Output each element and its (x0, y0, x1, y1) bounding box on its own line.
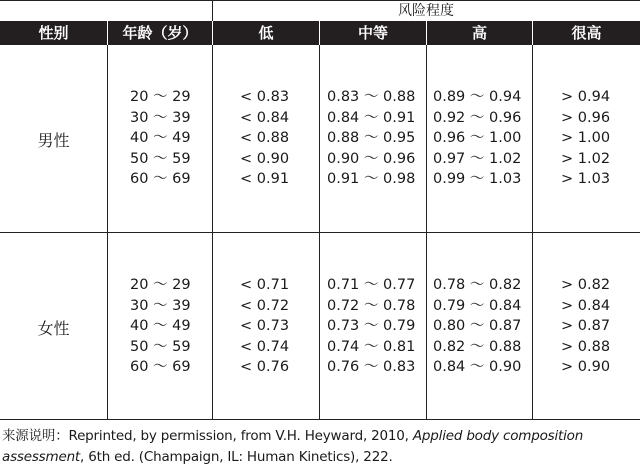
table-cell: < 0.91 (240, 171, 290, 187)
table-cell: 0.89 ～ 0.94 (433, 89, 522, 105)
table-cell: 0.82 ～ 0.88 (433, 338, 522, 355)
table-cell: 0.83 ～ 0.88 (327, 89, 416, 105)
table-cell: 0.80 ～ 0.87 (433, 318, 522, 334)
moderate-column-female (327, 275, 415, 378)
table-cell: 20 ～ 29 (130, 277, 191, 293)
table-cell: 40 ～ 49 (130, 318, 191, 334)
table-cell: 50 ～ 59 (130, 150, 191, 167)
table-cell: > 1.03 (561, 171, 611, 187)
header-low: 低 (258, 24, 274, 42)
table-cell: > 0.90 (561, 359, 611, 375)
gender-female: 女性 (37, 319, 70, 338)
source-note (2, 426, 638, 468)
table-cell: > 0.82 (561, 277, 611, 293)
table-cell: > 1.00 (561, 130, 611, 146)
header-divider (319, 21, 320, 45)
age-column-female (130, 275, 191, 378)
table-cell: > 0.88 (561, 338, 611, 355)
high-column-male (433, 87, 521, 190)
table-cell: 0.91 ～ 0.98 (327, 171, 416, 187)
table-cell: 0.76 ～ 0.83 (327, 359, 416, 375)
header-divider (107, 21, 108, 45)
table-cell: 0.84 ～ 0.91 (327, 109, 416, 126)
table-cell: 30 ～ 39 (130, 297, 191, 314)
table-cell: 60 ～ 69 (130, 359, 191, 375)
table-cell: < 0.83 (240, 89, 290, 105)
source-note-text: Reprinted, by permission, from V.H. Heyward, 2010, (68, 428, 413, 444)
table-cell: < 0.73 (240, 318, 290, 334)
table-cell: 0.88 ～ 0.95 (327, 130, 416, 146)
header-divider (426, 21, 427, 45)
header-very-high: 很高 (571, 24, 602, 42)
table-cell: > 0.94 (561, 89, 611, 105)
moderate-column-male (327, 87, 415, 190)
table-cell: > 0.87 (561, 318, 611, 334)
table-cell: > 1.02 (561, 150, 611, 167)
table-cell: < 0.76 (240, 359, 290, 375)
header-moderate: 中等 (357, 24, 388, 42)
source-note-suffix: , 6th ed. (Champaign, IL: Human Kinetics), 222. (80, 449, 393, 465)
table-cell: 0.97 ～ 1.02 (433, 150, 522, 167)
table-cell: < 0.71 (240, 277, 290, 293)
header-divider (532, 21, 533, 45)
header-age: 年龄（岁） (122, 24, 198, 42)
very-high-column-female (561, 275, 610, 378)
table-cell: 0.84 ～ 0.90 (433, 359, 522, 375)
table-cell: 0.78 ～ 0.82 (433, 277, 522, 293)
source-note-prefix: 来源说明： (2, 428, 69, 444)
age-column-male (130, 87, 191, 190)
very-high-column-male (561, 87, 610, 190)
header-gender: 性别 (38, 24, 69, 42)
header-high: 高 (471, 24, 487, 42)
low-column-female (240, 275, 289, 378)
table-cell: 0.73 ～ 0.79 (327, 318, 416, 334)
table-cell: > 0.84 (561, 297, 611, 314)
table-cell: 0.90 ～ 0.96 (327, 150, 416, 167)
gender-male: 男性 (37, 131, 70, 150)
table-cell: 0.79 ～ 0.84 (433, 297, 522, 314)
table-cell: 50 ～ 59 (130, 338, 191, 355)
high-column-female (433, 275, 521, 378)
header-divider (212, 21, 213, 45)
table-cell: < 0.84 (240, 109, 290, 126)
table-cell: > 0.96 (561, 109, 611, 126)
table-cell: 40 ～ 49 (130, 130, 191, 146)
source-note-book-title: Applied body composition assessment (2, 428, 584, 465)
section-divider (0, 232, 640, 233)
table-bottom-rule (0, 419, 640, 420)
table-cell: < 0.72 (240, 297, 290, 314)
table-cell: < 0.88 (240, 130, 290, 146)
table-cell: < 0.74 (240, 338, 290, 355)
table-cell: 0.72 ～ 0.78 (327, 297, 416, 314)
low-column-male (240, 87, 289, 190)
table-cell: 0.92 ～ 0.96 (433, 109, 522, 126)
table-cell: 0.99 ～ 1.03 (433, 171, 522, 187)
table-cell: 30 ～ 39 (130, 109, 191, 126)
table-cell: < 0.90 (240, 150, 290, 167)
table-cell: 20 ～ 29 (130, 89, 191, 105)
risk-level-group-header: 风险程度 (398, 3, 454, 19)
table-cell: 60 ～ 69 (130, 171, 191, 187)
table-cell: 0.74 ～ 0.81 (327, 338, 416, 355)
table-cell: 0.71 ～ 0.77 (327, 277, 416, 293)
table-cell: 0.96 ～ 1.00 (433, 130, 522, 146)
